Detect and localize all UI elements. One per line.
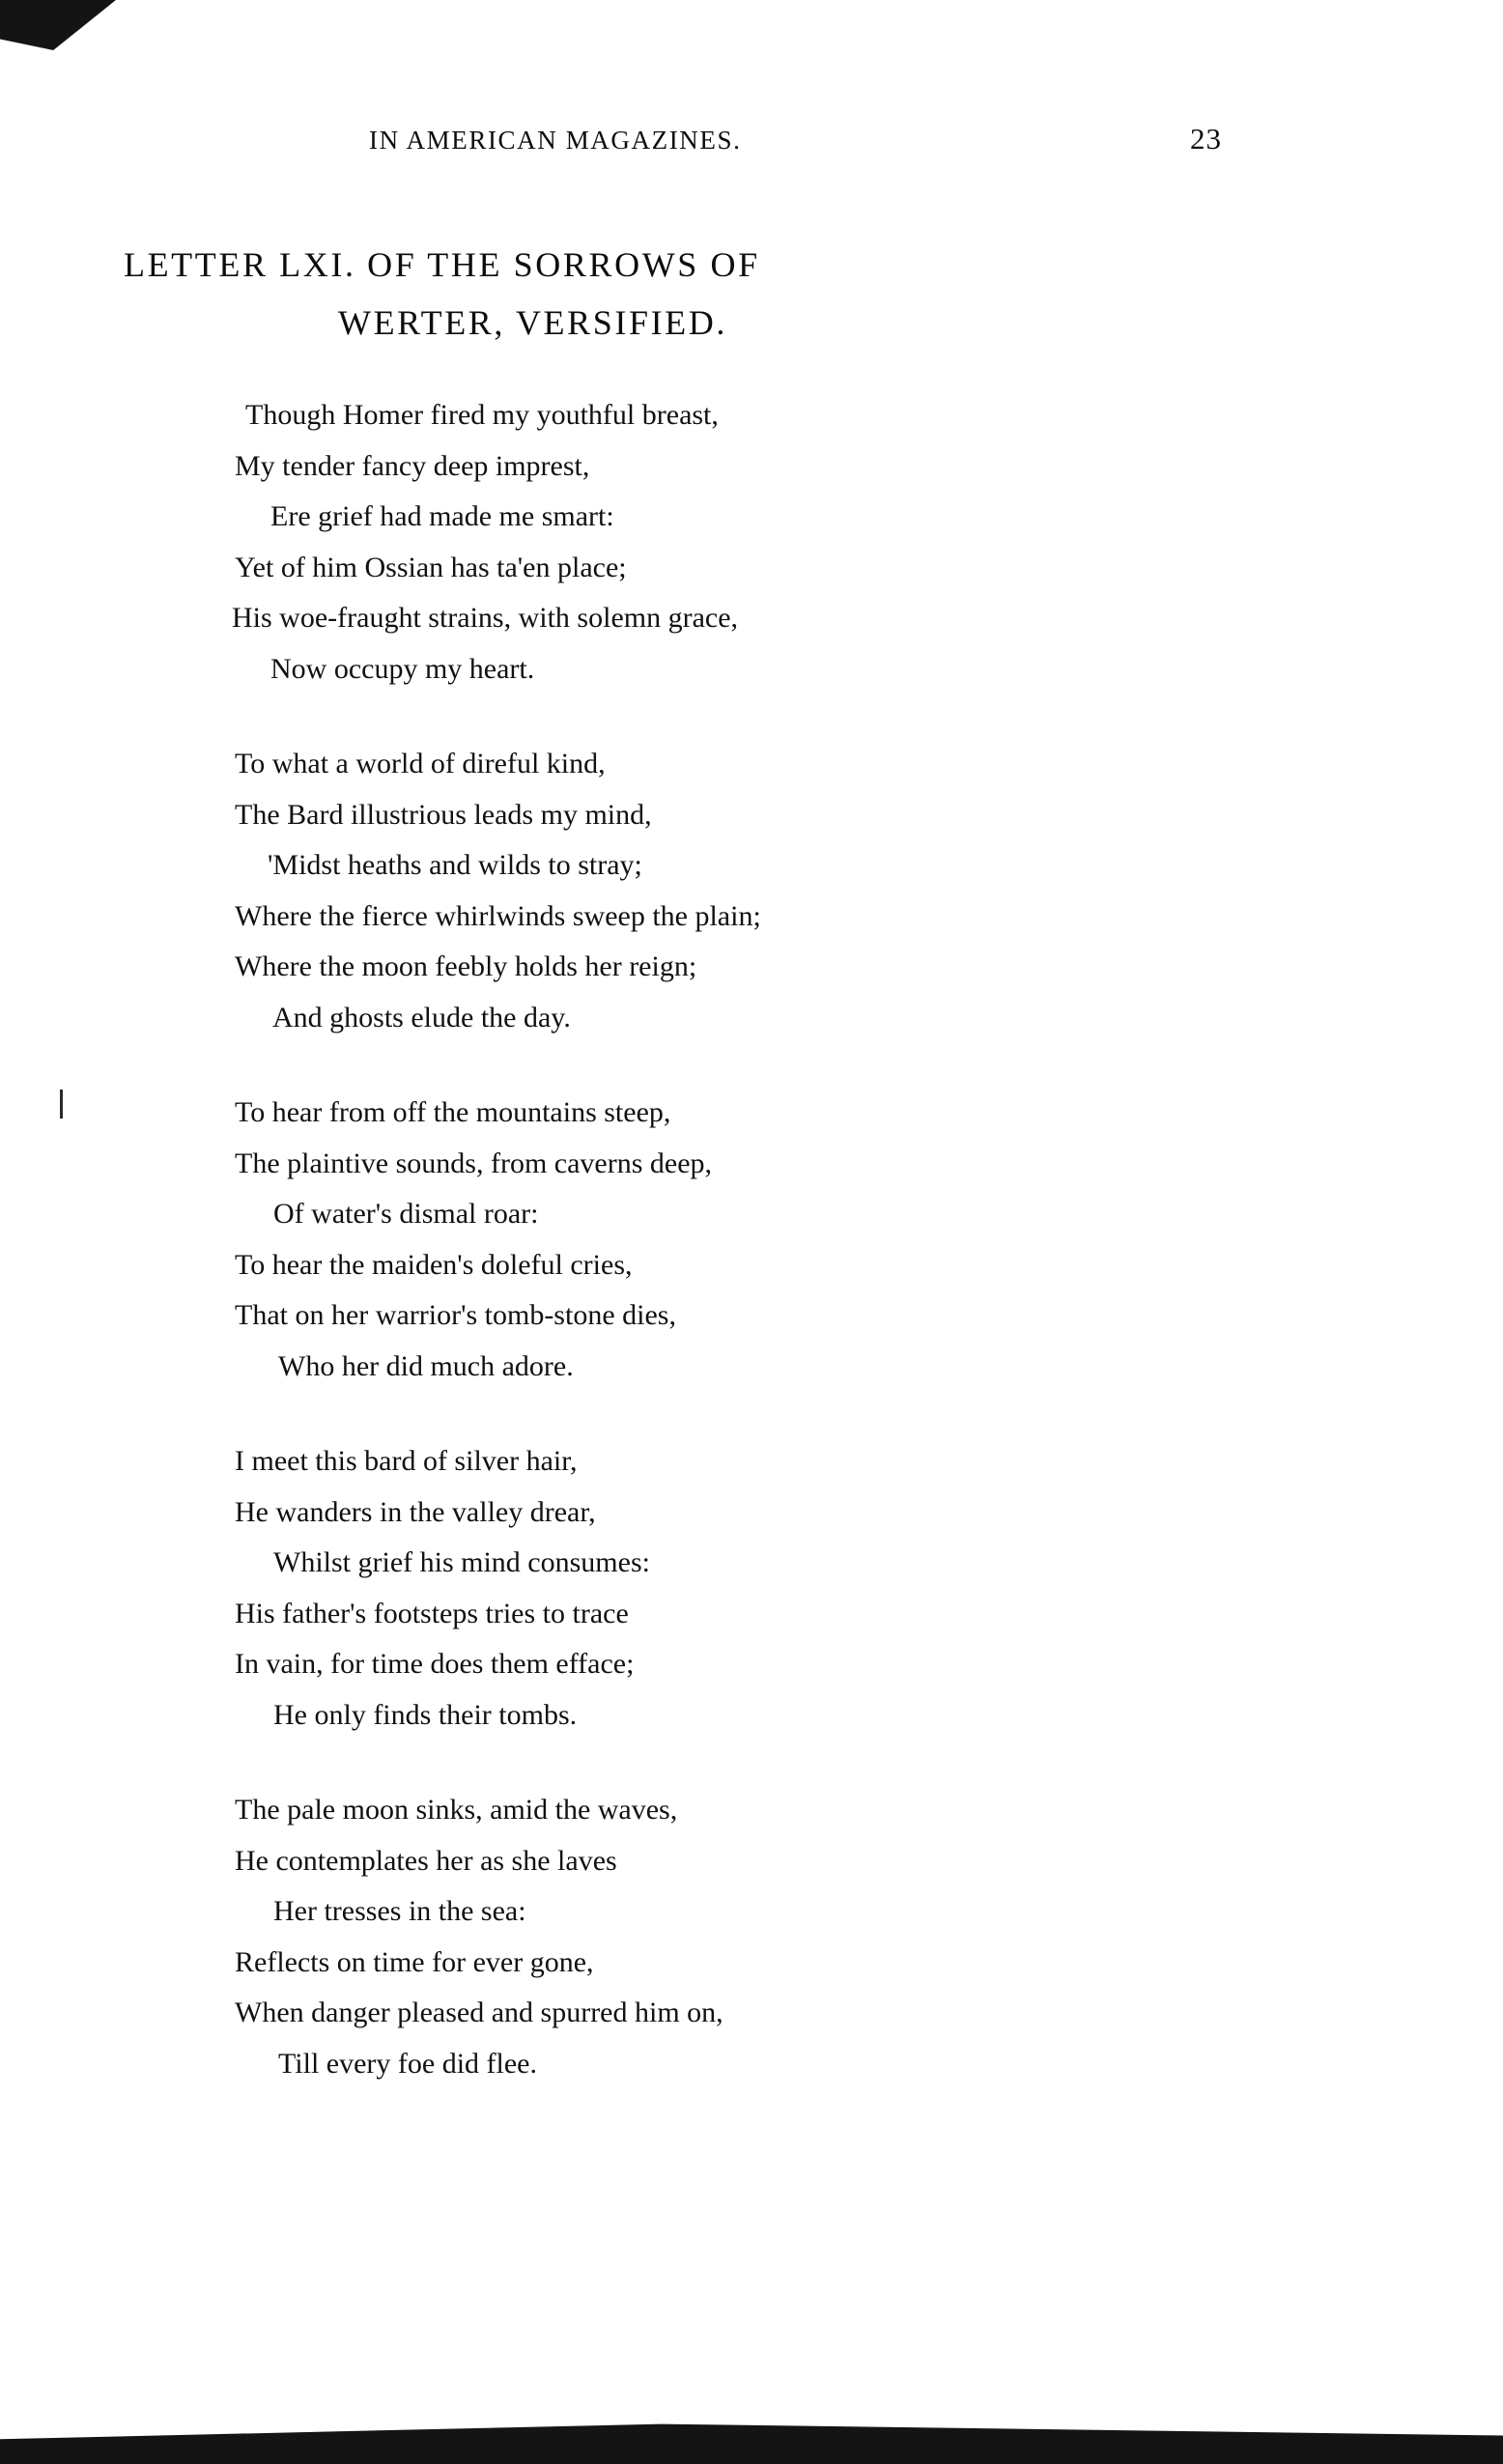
poem-line: His woe-fraught strains, with solemn grace, (232, 602, 739, 634)
poem-line: The plaintive sounds, from caverns deep, (235, 1147, 713, 1179)
poem-line: To hear from off the mountains steep, (235, 1096, 671, 1128)
page-title (124, 236, 1244, 352)
poem-line: To hear the maiden's doleful cries, (235, 1248, 633, 1281)
poem-line: In vain, for time does them efface; (235, 1648, 635, 1680)
page-title-line-1: LETTER LXI. OF THE SORROWS OF (124, 245, 760, 284)
poem-line: Whilst grief his mind consumes: (273, 1546, 650, 1578)
poem-stanza (0, 739, 1503, 1043)
poem-stanza (0, 390, 1503, 694)
poem-line: His father's footsteps tries to trace (235, 1597, 629, 1629)
poem-line: He contemplates her as she laves (235, 1844, 617, 1877)
page-title-line-2: WERTER, VERSIFIED. (338, 303, 727, 342)
poem-line: I meet this bard of silver hair, (235, 1445, 578, 1477)
poem-line: Where the moon feebly holds her reign; (235, 950, 697, 982)
poem-line: Till every foe did flee. (278, 2047, 537, 2080)
poem-line: The Bard illustrious leads my mind, (235, 798, 652, 831)
running-head (0, 122, 1503, 164)
poem-line: Yet of him Ossian has ta'en place; (235, 551, 627, 583)
poem-line: 'Midst heaths and wilds to stray; (268, 849, 642, 881)
poem-line: Who her did much adore. (278, 1349, 574, 1382)
scan-edge-artifact (0, 2420, 1503, 2464)
poem-line: He wanders in the valley drear, (235, 1495, 596, 1528)
poem-body (0, 390, 1503, 2134)
scan-corner-artifact (0, 0, 116, 50)
poem-line: My tender fancy deep imprest, (235, 449, 590, 482)
poem-line: Her tresses in the sea: (273, 1895, 526, 1927)
page-number: 23 (1190, 122, 1222, 156)
poem-line: Where the fierce whirlwinds sweep the plain; (235, 899, 761, 932)
poem-line: He only finds their tombs. (273, 1698, 578, 1731)
poem-line: Of water's dismal roar: (273, 1198, 539, 1230)
poem-line: The pale moon sinks, amid the waves, (235, 1794, 678, 1826)
running-head-title: IN AMERICAN MAGAZINES. (369, 126, 742, 155)
poem-line: Reflects on time for ever gone, (235, 1945, 594, 1978)
poem-line: And ghosts elude the day. (272, 1001, 571, 1034)
poem-line: Though Homer fired my youthful breast, (245, 399, 719, 431)
poem-line: That on her warrior's tomb-stone dies, (235, 1299, 676, 1331)
poem-stanza (0, 1088, 1503, 1392)
poem-line: Ere grief had made me smart: (270, 500, 614, 532)
poem-line: When danger pleased and spurred him on, (235, 1997, 723, 2028)
poem-stanza (0, 1436, 1503, 1741)
poem-line: Now occupy my heart. (270, 652, 535, 685)
poem-stanza (0, 1785, 1503, 2089)
poem-line: To what a world of direful kind, (235, 748, 606, 779)
